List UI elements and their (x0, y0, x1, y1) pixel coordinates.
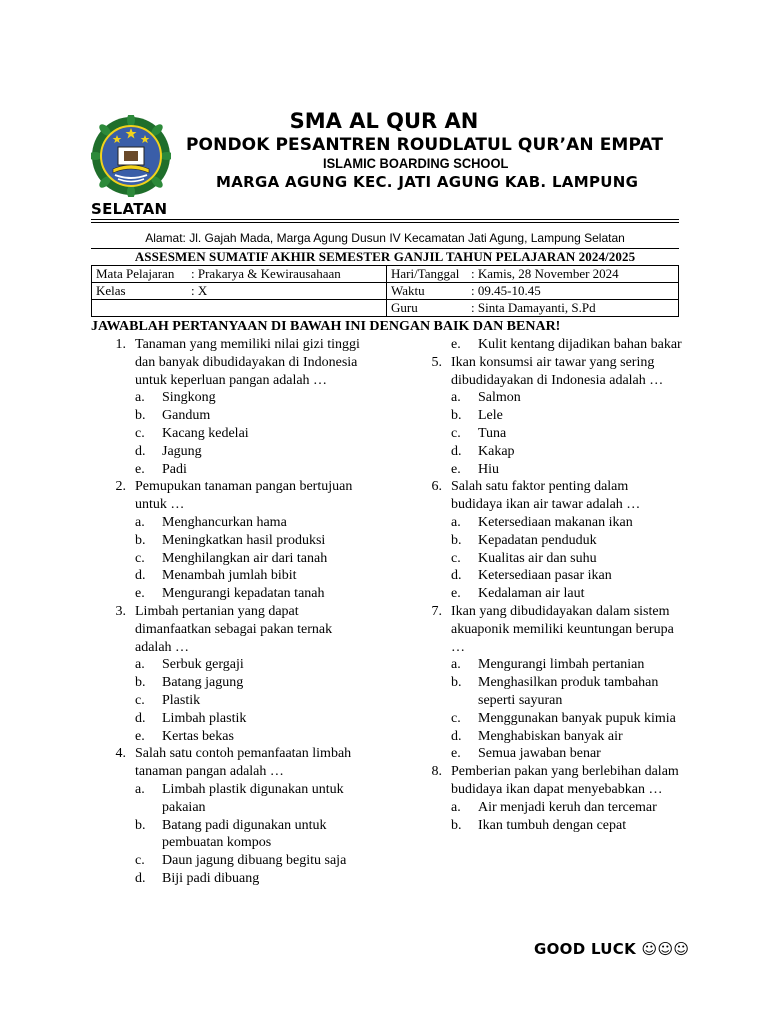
question-item (108, 745, 370, 887)
option-text: Semua jawaban benar (478, 746, 601, 762)
option-text: Plastik (162, 692, 201, 708)
option-item (135, 781, 370, 817)
option-text: Menghasilkan produk tambahan seperti sayuran (478, 675, 659, 708)
question-number: 1. (115, 337, 126, 352)
option-text: Padi (162, 461, 187, 477)
option-letter: b. (135, 532, 146, 548)
option-list (451, 656, 682, 763)
option-letter: a. (135, 657, 145, 673)
option-letter: e. (451, 586, 461, 602)
option-text: Batang jagung (162, 675, 244, 691)
option-letter: a. (135, 514, 145, 530)
option-item (451, 728, 682, 746)
option-item (451, 389, 682, 407)
option-text: Meningkatkan hasil produksi (162, 532, 326, 548)
info-row (92, 266, 679, 283)
question-text: Salah satu contoh pemanfaatan limbah tanaman pangan adalah … (135, 746, 352, 780)
option-text: Hiu (478, 461, 499, 477)
option-letter: e. (451, 337, 461, 352)
question-text: Pemupukan tanaman pangan bertujuan untuk … (135, 479, 353, 513)
option-letter: d. (451, 443, 462, 459)
option-item (135, 532, 370, 550)
option-letter: b. (451, 408, 462, 424)
option-item (451, 532, 682, 550)
option-text: Kakap (478, 443, 515, 459)
option-letter: e. (135, 586, 145, 602)
option-text: Salmon (478, 390, 521, 406)
option-letter: c. (451, 425, 461, 441)
option-text: Mengurangi limbah pertanian (478, 657, 645, 673)
school-name: SMA AL QUR AN (289, 109, 479, 133)
question-item (424, 354, 682, 479)
option-letter: b. (135, 408, 146, 424)
info-row (92, 300, 679, 317)
option-text: Menggunakan banyak pupuk kimia (478, 710, 676, 726)
option-letter: c. (451, 710, 461, 726)
option-list (451, 799, 682, 835)
class-label: Kelas (96, 283, 126, 298)
option-text: Air menjadi keruh dan tercemar (478, 799, 657, 815)
option-text: Ketersediaan pasar ikan (478, 568, 612, 584)
question-item (108, 603, 370, 745)
right-question-list (424, 354, 682, 835)
option-item (451, 710, 682, 728)
option-text: Kualitas air dan suhu (478, 550, 597, 566)
option-item (451, 817, 682, 835)
option-text: Kepadatan penduduk (478, 532, 597, 548)
option-letter: a. (135, 781, 145, 797)
option-item (135, 728, 370, 746)
option-item (135, 425, 370, 443)
good-luck-note: GOOD LUCK ☺☺☺ (534, 940, 690, 958)
option-list (135, 514, 370, 603)
option-item (135, 710, 370, 728)
option-letter: a. (451, 514, 461, 530)
question-item (424, 478, 682, 603)
question-number: 2. (115, 479, 126, 495)
question-item (108, 336, 370, 478)
question-text: Limbah pertanian yang dapat dimanfaatkan sebagai pakan ternak adalah … (135, 603, 333, 655)
option-item (135, 514, 370, 532)
option-item (135, 870, 370, 888)
option-item (451, 407, 682, 425)
option-text: Kulit kentang dijadikan bahan bakar (478, 337, 682, 352)
option-text: Ikan tumbuh dengan cepat (478, 817, 627, 833)
option-item (135, 852, 370, 870)
instructions: JAWABLAH PERTANYAAN DI BAWAH INI DENGAN BAIK DAN BENAR! (91, 319, 561, 334)
option-letter: d. (135, 870, 146, 886)
teacher-cell (387, 300, 679, 317)
option-item (135, 817, 370, 853)
question-number: 6. (431, 479, 442, 495)
subject-cell (92, 266, 387, 283)
question-number: 7. (431, 603, 442, 619)
option-text: Biji padi dibuang (162, 870, 260, 886)
option-item (451, 745, 682, 763)
option-item (135, 692, 370, 710)
time-label: Waktu (391, 283, 425, 298)
option-letter: b. (451, 675, 462, 691)
option-item (135, 567, 370, 585)
time-value: : 09.45-10.45 (471, 283, 541, 298)
option-letter: d. (135, 710, 146, 726)
question-text: Ikan konsumsi air tawar yang sering dibudidayakan di Indonesia adalah … (451, 354, 664, 388)
option-text: Kacang kedelai (162, 425, 249, 441)
option-letter: d. (451, 728, 462, 744)
option-text: Batang padi digunakan untuk pembuatan kompos (162, 817, 327, 851)
question-number: 8. (431, 764, 442, 780)
option-letter: c. (135, 425, 145, 441)
school-address: Alamat: Jl. Gajah Mada, Marga Agung Dusun IV Kecamatan Jati Agung, Lampung Selatan (145, 231, 625, 245)
class-value: : X (191, 283, 208, 298)
subject-value: : Prakarya & Kewirausahaan (191, 266, 341, 281)
option-letter: b. (135, 675, 146, 691)
option-item (451, 336, 682, 354)
exam-title: ASSESMEN SUMATIF AKHIR SEMESTER GANJIL TAHUN PELAJARAN 2024/2025 (134, 249, 636, 264)
option-item (135, 443, 370, 461)
option-letter: a. (451, 799, 461, 815)
option-letter: d. (451, 568, 462, 584)
option-letter: b. (451, 817, 462, 833)
info-row (92, 283, 679, 300)
option-letter: c. (135, 853, 145, 869)
option-letter: d. (135, 568, 146, 584)
option-letter: e. (451, 746, 461, 762)
option-item (451, 799, 682, 817)
option-text: Limbah plastik digunakan untuk pakaian (162, 781, 344, 815)
option-text: Menghancurkan hama (162, 514, 287, 530)
option-text: Lele (478, 408, 503, 424)
option-letter: e. (135, 461, 145, 477)
option-item (451, 425, 682, 443)
option-text: Kedalaman air laut (478, 586, 585, 602)
question-text: Salah satu faktor penting dalam budidaya ikan air tawar adalah … (451, 479, 641, 513)
option-letter: b. (135, 817, 146, 833)
day-cell (387, 266, 679, 283)
option-text: Menghabiskan banyak air (478, 728, 623, 744)
question-item (424, 603, 682, 763)
teacher-value: : Sinta Damayanti, S.Pd (471, 300, 596, 315)
option-item (135, 389, 370, 407)
option-letter: a. (451, 657, 461, 673)
option-text: Limbah plastik (162, 710, 247, 726)
option-text: Mengurangi kepadatan tanah (162, 586, 325, 602)
option-item (451, 567, 682, 585)
option-list (451, 514, 682, 603)
header-divider-top (91, 219, 679, 220)
option-list (451, 389, 682, 478)
option-text: Ketersediaan makanan ikan (478, 514, 633, 530)
time-cell (387, 283, 679, 300)
option-item (451, 514, 682, 532)
option-text: Serbuk gergaji (162, 657, 244, 673)
option-text: Menambah jumlah bibit (162, 568, 297, 584)
questions-left-column (108, 336, 370, 888)
question-text: Tanaman yang memiliki nilai gizi tinggi dan banyak dibudidayakan di Indonesia untuk keperluan pangan adalah … (135, 337, 360, 388)
option-letter: e. (135, 728, 145, 744)
option-item (135, 550, 370, 568)
question-text: Pemberian pakan yang berlebihan dalam budidaya ikan dapat menyebabkan … (451, 764, 679, 797)
option-item (451, 550, 682, 568)
option-item (451, 443, 682, 461)
class-cell (92, 283, 387, 300)
option-text: Kertas bekas (162, 728, 234, 744)
day-value: : Kamis, 28 November 2024 (471, 266, 619, 281)
option-text: Daun jagung dibuang begitu saja (162, 853, 347, 869)
option-letter: a. (451, 390, 461, 406)
question-item (424, 763, 682, 834)
questions-right-column (424, 336, 682, 834)
option-item (135, 674, 370, 692)
option-list (135, 656, 370, 745)
empty-cell (92, 300, 387, 317)
option-item (135, 407, 370, 425)
option-item (135, 656, 370, 674)
option-text: Singkong (162, 390, 216, 406)
question-number: 4. (115, 746, 126, 762)
option-text: Jagung (162, 443, 202, 459)
location-line-continued: SELATAN (91, 200, 168, 218)
question-item (108, 478, 370, 603)
question-number: 3. (115, 603, 126, 619)
pesantren-name: PONDOK PESANTREN ROUDLATUL QUR’AN EMPAT (186, 135, 664, 155)
option-letter: e. (451, 461, 461, 477)
exam-info-table (91, 265, 679, 317)
day-label: Hari/Tanggal (391, 266, 460, 281)
option-text: Menghilangkan air dari tanah (162, 550, 328, 566)
subject-label: Mata Pelajaran (96, 266, 175, 281)
option-item (135, 585, 370, 603)
question-number: 5. (431, 354, 442, 370)
question-text: Ikan yang dibudidayakan dalam sistem akuaponik memiliki keuntungan berupa … (451, 603, 674, 655)
option-letter: b. (451, 532, 462, 548)
option-text: Gandum (162, 408, 211, 424)
option-item (451, 585, 682, 603)
boarding-school-label: ISLAMIC BOARDING SCHOOL (323, 155, 509, 171)
option-list (135, 781, 370, 888)
option-item (451, 674, 682, 710)
header-divider-bottom (91, 222, 679, 223)
option-letter: d. (135, 443, 146, 459)
option-letter: c. (135, 692, 145, 708)
option-item (451, 461, 682, 479)
option-text: Tuna (478, 425, 507, 441)
teacher-label: Guru (391, 300, 418, 315)
option-letter: a. (135, 390, 145, 406)
option-item (451, 656, 682, 674)
option-letter: c. (451, 550, 461, 566)
option-item (135, 461, 370, 479)
option-list (135, 389, 370, 478)
option-letter: c. (135, 550, 145, 566)
location-line: MARGA AGUNG KEC. JATI AGUNG KAB. LAMPUNG (216, 173, 639, 191)
